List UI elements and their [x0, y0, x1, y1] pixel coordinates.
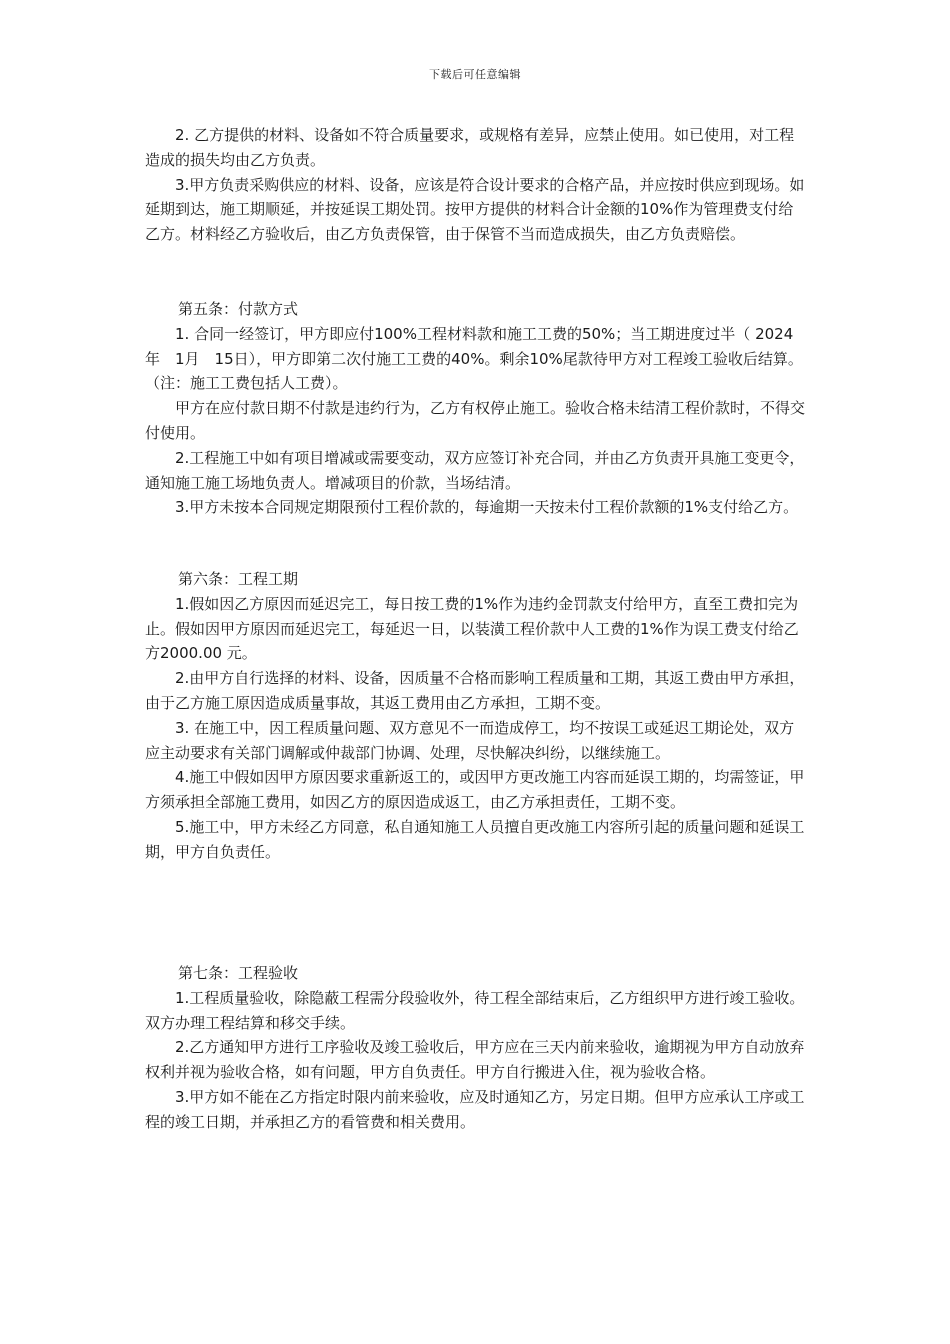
section-acceptance	[145, 961, 807, 1135]
clause-paragraph: 3.甲方负责采购供应的材料、设备，应该是符合设计要求的合格产品，并应按时供应到现场。如延期到达，施工期顺延，并按延误工期处罚。按甲方提供的材料合计金额的10%作为管理费支付给乙方。材料经乙方验收后，由乙方负责保管，由于保管不当而造成损失，由乙方负责赔偿。	[145, 175, 805, 244]
clause-paragraph: 2.乙方通知甲方进行工序验收及竣工验收后，甲方应在三天内前来验收，逾期视为甲方自动放弃权利并视为验收合格，如有问题，甲方自负责任。甲方自行搬进入住，视为验收合格。	[145, 1038, 805, 1082]
clause-paragraph: 5.施工中，甲方未经乙方同意，私自通知施工人员擅自更改施工内容所引起的质量问题和延误工期，甲方自负责任。	[145, 817, 805, 861]
clause-paragraph: 1.假如因乙方原因而延迟完工，每日按工费的1%作为违约金罚款支付给甲方，直至工费扣完为止。假如因甲方原因而延迟完工，每延迟一日，以装潢工程价款中人工费的1%作为误工费支付给乙方2000.00 元。	[145, 594, 799, 663]
clause-paragraph: 4.施工中假如因甲方原因要求重新返工的，或因甲方更改施工内容而延误工期的，均需签证，甲方须承担全部施工费用，如因乙方的原因造成返工，由乙方承担责任，工期不变。	[145, 768, 805, 812]
clause-paragraph: 3.甲方如不能在乙方指定时限内前来验收，应及时通知乙方，另定日期。但甲方应承认工序或工程的竣工日期，并承担乙方的看管费和相关费用。	[145, 1087, 805, 1131]
section-payment	[145, 297, 807, 520]
clause-paragraph: 2.工程施工中如有项目增减或需要变动，双方应签订补充合同，并由乙方负责开具施工变更令，通知施工施工场地负责人。增减项目的价款，当场结清。	[145, 448, 805, 492]
clause-paragraph: 1.工程质量验收，除隐蔽工程需分段验收外，待工程全部结束后，乙方组织甲方进行竣工验收。双方办理工程结算和移交手续。	[145, 988, 805, 1032]
header-note: 下载后可任意编辑	[429, 68, 521, 81]
section-title: 第五条：付款方式	[178, 300, 299, 318]
clause-paragraph: 1. 合同一经签订，甲方即应付100%工程材料款和施工工费的50%；当工期进度过半（ 2024年 1月 15日），甲方即第二次付施工工费的40%。剩余10%尾款待甲方对工程竣工验收后结算。（注：施工工费包括人工费）。	[145, 324, 803, 393]
clause-paragraph: 3. 在施工中，因工程质量问题、双方意见不一而造成停工，均不按误工或延迟工期论处，双方应主动要求有关部门调解或仲裁部门协调、处理，尽快解决纠纷，以继续施工。	[145, 718, 795, 762]
clause-paragraph: 甲方在应付款日期不付款是违约行为，乙方有权停止施工。验收合格未结清工程价款时，不得交付使用。	[145, 399, 806, 442]
section-title: 第六条：工程工期	[178, 570, 299, 588]
material-clauses	[145, 123, 807, 247]
clause-paragraph: 3.甲方未按本合同规定期限预付工程价款的，每逾期一天按未付工程价款额的1%支付给乙方。	[175, 498, 799, 517]
clause-paragraph: 2.由甲方自行选择的材料、设备，因质量不合格而影响工程质量和工期，其返工费由甲方承担，由于乙方施工原因造成质量事故，其返工费用由乙方承担，工期不变。	[145, 669, 805, 712]
section-schedule	[145, 567, 807, 865]
clause-paragraph: 2. 乙方提供的材料、设备如不符合质量要求，或规格有差异，应禁止使用。如已使用，对工程造成的损失均由乙方负责。	[145, 126, 795, 169]
section-title: 第七条：工程验收	[178, 964, 299, 982]
